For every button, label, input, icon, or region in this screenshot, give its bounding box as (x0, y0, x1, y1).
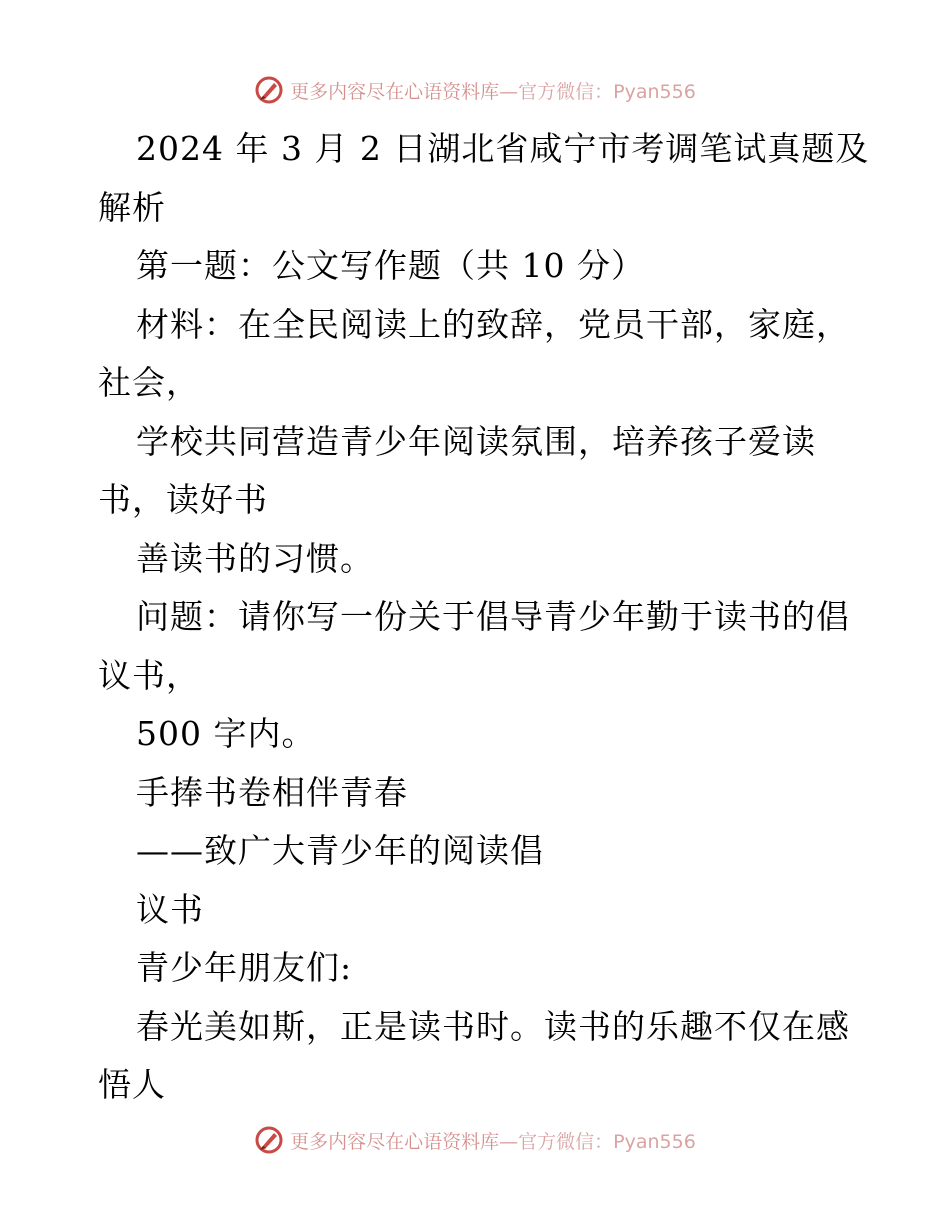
doc-line: 第一题：公文写作题（共 10 分） (136, 246, 645, 285)
doc-line: 春光美如斯，正是读书时。读书的乐趣不仅在感 (136, 1006, 850, 1046)
doc-line: 善读书的习惯。 (136, 538, 374, 578)
banner (254, 1125, 696, 1155)
banner-wechat-text: 官方微信：Pyan556 (518, 80, 696, 103)
doc-line: 社会， (98, 363, 200, 402)
doc-line: 学校共同营造青少年阅读氛围，培养孩子爱读 (136, 421, 816, 461)
header-banner (0, 70, 950, 110)
doc-line: 问题：请你写一份关于倡导青少年勤于读书的倡 (136, 597, 850, 636)
banner-text (290, 1127, 696, 1154)
banner-main-text: 更多内容尽在心语资料库 (290, 1130, 500, 1153)
document-body (98, 120, 870, 1115)
logo-icon (254, 1125, 284, 1155)
doc-line: 书，读好书 (98, 480, 268, 519)
banner (254, 75, 696, 105)
banner-main-text: 更多内容尽在心语资料库 (290, 80, 500, 103)
doc-line: ——致广大青少年的阅读倡 (136, 831, 544, 870)
doc-line: 500 字内。 (136, 714, 316, 753)
banner-separator: — (499, 1130, 519, 1153)
doc-line: 议书， (98, 655, 200, 695)
banner-separator: — (499, 80, 519, 103)
doc-line: 2024 年 3 月 2 日湖北省咸宁市考调笔试真题及 (136, 129, 870, 168)
doc-line: 手捧书卷相伴青春 (136, 772, 408, 812)
doc-line: 材料：在全民阅读上的致辞，党员干部，家庭， (136, 304, 850, 344)
doc-line: 青少年朋友们: (136, 948, 353, 987)
footer-banner (0, 1120, 950, 1160)
logo-icon (254, 75, 284, 105)
banner-text (290, 77, 696, 104)
doc-line: 解析 (98, 187, 166, 227)
banner-wechat-text: 官方微信：Pyan556 (518, 1130, 696, 1153)
doc-line: 议书 (136, 889, 204, 929)
doc-line: 悟人 (98, 1065, 166, 1104)
